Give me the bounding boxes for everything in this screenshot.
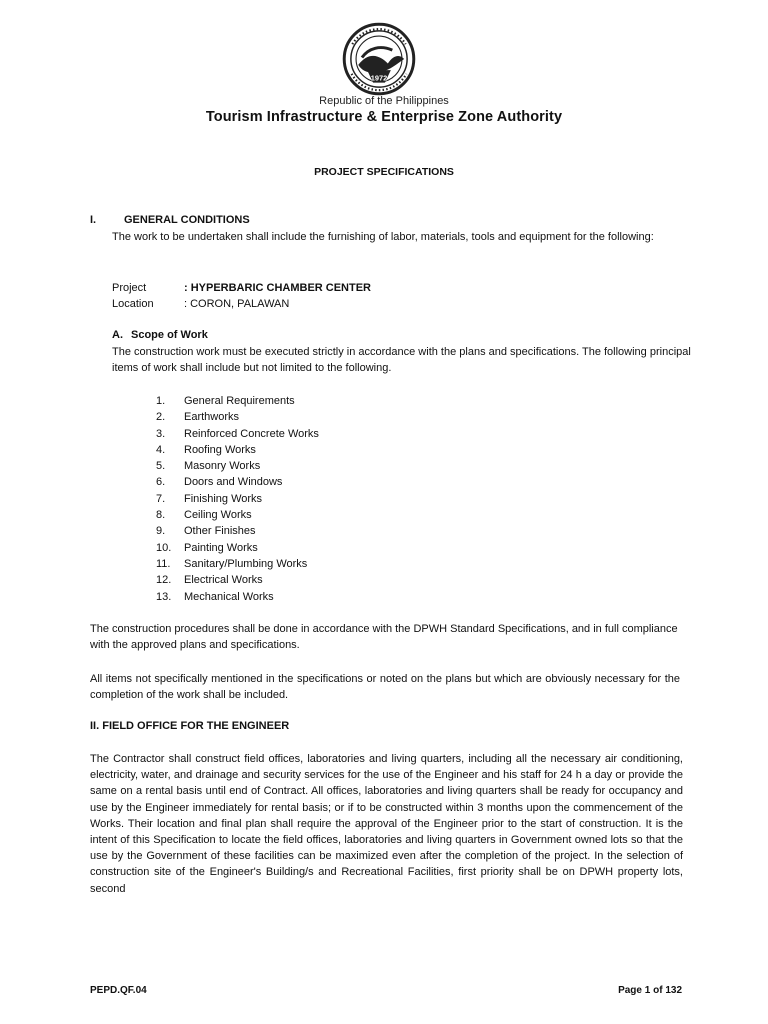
work-item-number: 2. [156, 411, 166, 424]
project-value: : HYPERBARIC CHAMBER CENTER [184, 282, 372, 294]
work-item-label: Ceiling Works [184, 509, 252, 522]
field-office-text: The Contractor shall construct field offices, laboratories and living quarters, including all the necessary air conditioning, electricity, water, and drainage and security services for the use of the Engineer and his staff for 24 h a day or provide the same on a rental basis until end of Contract. All offices, laboratories and living quarters shall be ready for occupancy and use by the Engineer immediately for rental basis; or if to be constructed within 3 months upon the commencement of the Works. Their location and final plan shall require the approval of the Engineer prior to the start of construction. It is the intent of this Specification to locate the field offices, laboratories and living quarters in Government owned lots so that the use by the Government of these facilities can be maximized even after the completion of the project. In the selection of construction site of the Engineer's Building/s and Recreational Facilities, first priority shall be on DPWH property lots, second [90, 753, 683, 895]
construction-procedures-text: The construction procedures shall be done in accordance with the DPWH Standard Specifications, and in full compliance with the approved plans and specifications. [90, 623, 678, 651]
government-seal-icon [342, 22, 416, 96]
work-item [156, 393, 319, 409]
work-item-label: Masonry Works [184, 460, 261, 473]
project-label: Project [112, 282, 147, 294]
work-item-number: 8. [156, 509, 166, 522]
agency-name: Tourism Infrastructure & Enterprise Zone Authority [205, 109, 563, 125]
republic-label: Republic of the Philippines [319, 95, 449, 107]
scope-letter: A. [112, 329, 123, 341]
work-item [156, 523, 319, 539]
scope-heading [112, 329, 208, 341]
scope-text: The construction work must be executed strictly in accordance with the plans and specifications. The following principal items of work shall include but not limited to the following. [112, 346, 691, 374]
work-item-label: Roofing Works [184, 443, 256, 456]
scope-title: Scope of Work [131, 329, 208, 341]
work-item-label: Mechanical Works [184, 590, 274, 603]
work-item-label: Sanitary/Plumbing Works [184, 557, 308, 570]
work-item [156, 507, 319, 523]
work-item [156, 458, 319, 474]
work-item-label: Electrical Works [184, 574, 263, 587]
work-item [156, 589, 319, 605]
location-label: Location [112, 298, 154, 310]
work-item-label: Earthworks [184, 411, 240, 424]
section-numeral: I. [90, 214, 97, 226]
work-item [156, 409, 319, 425]
work-item [156, 572, 319, 588]
page-number: Page 1 of 132 [618, 985, 682, 996]
work-item-label: Reinforced Concrete Works [184, 427, 319, 440]
work-item [156, 556, 319, 572]
work-item-number: 7. [156, 492, 166, 505]
work-item-number: 10. [156, 541, 172, 554]
location-value: : CORON, PALAWAN [184, 298, 290, 310]
work-item [156, 474, 319, 490]
work-item [156, 426, 319, 442]
project-details [112, 280, 371, 312]
section-title: GENERAL CONDITIONS [124, 214, 250, 226]
work-item-list [156, 393, 319, 605]
document-title: PROJECT SPECIFICATIONS [314, 166, 454, 178]
work-item-number: 12. [156, 574, 172, 587]
work-item-number: 13. [156, 590, 172, 603]
work-item-label: General Requirements [184, 395, 295, 407]
work-item [156, 540, 319, 556]
work-item-number: 6. [156, 476, 166, 489]
work-item [156, 491, 319, 507]
general-conditions-heading [90, 214, 250, 226]
work-item-label: Doors and Windows [184, 476, 283, 489]
work-item-number: 1. [156, 395, 166, 407]
work-item-number: 11. [156, 557, 171, 570]
svg-text:1972: 1972 [370, 73, 388, 83]
location-row [112, 296, 371, 312]
work-item-label: Other Finishes [184, 525, 256, 538]
general-conditions-text: The work to be undertaken shall include the furnishing of labor, materials, tools and equipment for the following: [112, 231, 654, 243]
work-item [156, 442, 319, 458]
work-item-label: Finishing Works [184, 492, 263, 505]
work-item-number: 4. [156, 443, 166, 456]
work-item-label: Painting Works [184, 541, 258, 554]
field-office-heading: II. FIELD OFFICE FOR THE ENGINEER [90, 720, 290, 732]
work-item-number: 5. [156, 460, 166, 473]
project-row [112, 280, 371, 296]
work-item-number: 3. [156, 427, 166, 440]
work-item-number: 9. [156, 525, 166, 538]
included-items-note: All items not specifically mentioned in the specifications or noted on the plans but which are obviously necessary for the completion of the work shall be included. [90, 673, 680, 701]
form-code: PEPD.QF.04 [90, 985, 147, 996]
